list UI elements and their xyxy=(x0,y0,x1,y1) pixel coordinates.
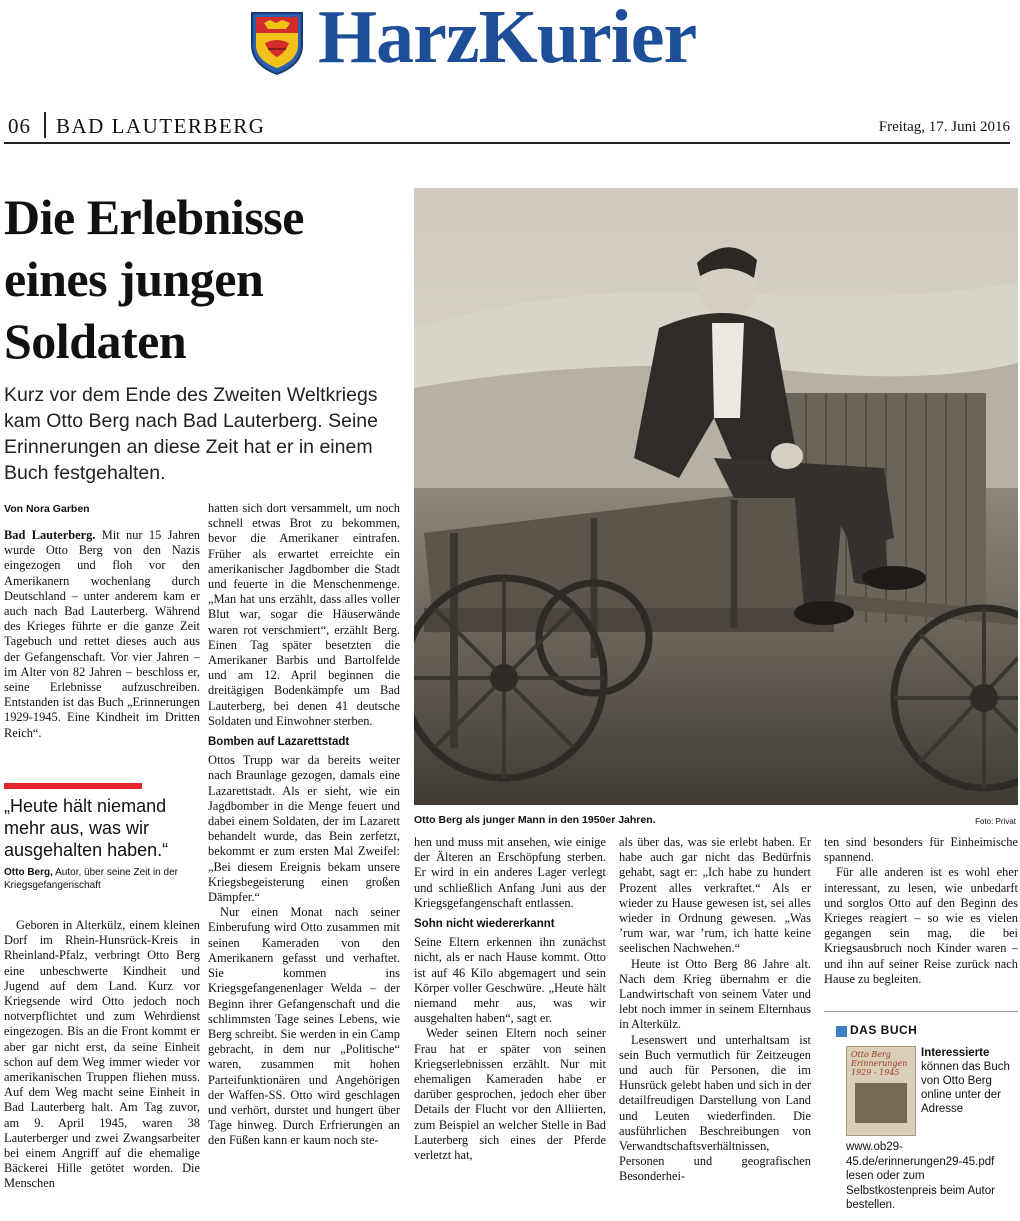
book-box-title: DAS BUCH xyxy=(850,1023,918,1037)
photo-caption: Otto Berg als junger Mann in den 1950er Jahren. xyxy=(414,814,656,826)
paragraph: Mit nur 15 Jahren wurde Otto Berg von den Nazis eingezogen und floh vor den Amerikanern wochenlang durch Deutschland – unter anderem kam er auch nach Bad Lauterberg. Während des Krieges führte er die ganze Zeit Tagebuch und rettet dieses auch aus der Gefangenschaft. Vor vier Jahren – im Alter von 82 Jahren – beschloss er, seine Erlebnisse aufzuschreiben. Entstanden ist das Buch „Erinnerungen 1929-1945. Eine Kindheit im Dritten Reich“. xyxy=(4,528,200,740)
headline-line: Die Erlebnisse xyxy=(4,189,304,245)
headline-line: Soldaten xyxy=(4,313,187,369)
paragraph: Lesenswert und unterhaltsam ist sein Buch vermutlich für Zeitzeugen und auch für Personen, die im Hunsrück gelebt haben und sich in der detailfreudigen Darstellung von Land und Leuten wiederfinden. Die ausführlichen Beschreibungen von Verwandtschaftsverhältnissen, Personen und geografischen Besonderhei- xyxy=(619,1032,811,1184)
issue-date: Freitag, 17. Juni 2016 xyxy=(878,119,1010,135)
coat-of-arms-icon xyxy=(250,9,304,75)
quote-author: Otto Berg, xyxy=(4,867,53,878)
book-cover-title: Otto Berg Erinnerungen 1929 - 1945 xyxy=(851,1050,908,1077)
section-name: BAD LAUTERBERG xyxy=(56,114,266,138)
paragraph: ten sind besonders für Einheimische spannend. xyxy=(824,835,1018,865)
section-bar xyxy=(4,110,1010,144)
masthead xyxy=(0,0,1020,96)
lede: Kurz vor dem Ende des Zweiten Weltkriegs kam Otto Berg nach Bad Lauterberg. Seine Erinnerungen an diese Zeit hat er in einem Buch festgehalten. xyxy=(4,384,378,484)
pull-quote: „Heute hält niemand mehr aus, was wir ausgehalten haben.“ xyxy=(4,796,169,860)
book-info-box xyxy=(824,1011,1018,1219)
paragraph: Heute ist Otto Berg 86 Jahre alt. Nach dem Krieg übernahm er die Landwirtschaft von seinem Vater und lebt noch immer in seinem Elternhaus in Alterkülz. xyxy=(619,956,811,1032)
quote-attribution xyxy=(4,866,200,892)
book-box-text xyxy=(921,1046,1013,1116)
subheading: Sohn nicht wiedererkannt xyxy=(414,918,555,931)
headline-line: eines jungen xyxy=(4,251,264,307)
paragraph: Weder seinen Eltern noch seiner Frau hat er später von seinen Kriegserlebnissen erzählt. Nur mit ehemaligen Kameraden habe er darüber gesprochen, jedoch eher über Details der Flucht vor den Alliierten, zum Beispiel an welcher Stelle in Bad Lauterberg sich eines der Pferde verletzt hat, xyxy=(414,1026,606,1163)
book-cover-photo xyxy=(855,1083,907,1123)
paragraph: hatten sich dort versammelt, um noch schnell etwas Brot zu bekommen, bevor die Amerikaner eintrafen. Früher als erwartet erreichte ein amerikanischer Jagdbomber die Stadt und feuerte in die Menschenmenge. „Man hat uns erzählt, dass alles voller Blut war, sogar die Häuserwände waren rot verschmiert“, erzählt Berg. Einen Tag später besetzten die Amerikaner Barbis und Bartolfelde und am 12. April beginnen die dreitägigen Bodenkämpfe um Bad Lauterberg, bei denen 41 deutsche Soldaten und Einwohner sterben. xyxy=(208,501,400,728)
byline: Von Nora Garben xyxy=(4,503,90,515)
paragraph: Für alle anderen ist es wohl eher interessant, zu lesen, wie unbedarft und sorglos Otto auf den Beginn des Krieges reagiert – so wie es vielen gegangen sein mag, die bei Kriegsausbruch noch Kinder waren – und ihn auf seiner Reise zurück nach Hause zu begleiten. xyxy=(824,865,1018,986)
page-number: 06 xyxy=(8,114,31,138)
subheading: Bomben auf Lazarettstadt xyxy=(208,736,350,749)
quote-role: Autor, über seine Zeit in der Kriegsgefangenschaft xyxy=(4,867,178,891)
headline xyxy=(4,186,404,372)
dateline: Bad Lauterberg. xyxy=(4,528,102,542)
section-divider xyxy=(44,112,46,138)
paragraph: Nur einen Monat nach seiner Einberufung wird Otto zusammen mit seinen Kameraden von den Amerikanern gefasst und verhaftet. Sie kommen ins Kriegsgefangenenlager Welda – der Beginn ihrer Gefangenschaft und die schlimmsten Tage seines Lebens, wie Berg schreibt. Sie werden in ein Camp gebracht, in dem nur „Politische“ waren, zusammen mit hohen Parteifunktionären und Angehörigen der Waffen-SS. Otto wird geschlagen und verhört, durstet und hungert über Tage hinweg. Durch Erfrierungen an den Füßen kann er kaum noch ste- xyxy=(208,905,400,1148)
article-column-3 xyxy=(414,835,606,1163)
photo-image xyxy=(414,188,1018,805)
article-column-5 xyxy=(824,835,1018,987)
book-box-lead-text: können das Buch von Otto Berg online unter der Adresse xyxy=(921,1061,1010,1115)
article-column-1-continued xyxy=(4,918,200,1192)
book-box-lead: Interessierte xyxy=(921,1047,990,1059)
article-column-1 xyxy=(4,528,200,741)
article-column-4 xyxy=(619,835,811,1185)
paragraph: Ottos Trupp war da bereits weiter nach Braunlage gezogen, damals eine Lazarettstadt. Als er sieht, wie ein Jagdbomber in die Menge feuert und dabei einem Soldaten, der im Lazarett behandelt wurde, das Bein zerfetzt, bekommt er zum ersten Mal Zweifel: „Bei diesem Ereignis bekam unsere Kriegsbegeisterung einen großen Dämpfer.“ xyxy=(208,753,400,905)
paragraph: Geboren in Alterkülz, einem kleinen Dorf im Rhein-Hunsrück-Kreis in Rheinland-Pfalz, verbringt Otto Berg eine unbeschwerte Kindheit und Jugend auf dem Land. Kurz vor Kriegsende wird Otto jedoch noch notverpflichtet und zum Wehrdienst eingezogen. Bis an die Front kommt er aber gar nicht erst, da seine Einheit schon auf dem Weg immer wieder vor amerikanischen Truppen fliehen muss. Auf dem Weg macht seine Einheit in Bad Lauterberg halt. Am Tag zuvor, am 9. April 1945, waren 38 Lauterberger und zwei Zwangsarbeiter bei einem Angriff auf die ehemalige Bäckerei Hille getötet worden. Die Menschen xyxy=(4,918,200,1191)
paragraph: Seine Eltern erkennen ihn zunächst nicht, als er nach Hause kommt. Otto ist auf 46 Kilo abgemagert und sein Körper voller Geschwüre. „Heute hält niemand mehr aus, was wir ausgehalten haben“, sagt er. xyxy=(414,935,606,1026)
photo-credit: Foto: Privat xyxy=(975,817,1016,826)
article-column-2 xyxy=(208,501,400,1149)
book-cover-image xyxy=(846,1046,916,1136)
quote-rule xyxy=(4,783,142,789)
book-box-url-text: www.ob29-45.de/erinnerungen29-45.pdf lesen oder zum Selbstkostenpreis beim Autor bestellen. xyxy=(846,1141,995,1211)
paragraph: als über das, was sie erlebt haben. Er habe auch gar nicht das Bedürfnis gehabt, sagt er: „Ich habe zu hundert Prozent alles verkraftet.“ Als er wieder zu Hause gewesen ist, sei alles wieder in Ordnung gewesen. „Was ’rum war, war ’rum, ich hatte keine seelischen Nachwehen.“ xyxy=(619,835,811,956)
paragraph: hen und muss mit ansehen, wie einige der Älteren an Erschöpfung sterben. Er wird in ein anderes Lager verlegt und schließlich Anfang Juni aus der Kriegsgefangenschaft entlassen. xyxy=(414,835,606,910)
newspaper-title: HarzKurier xyxy=(318,0,697,79)
box-marker-icon xyxy=(836,1026,847,1037)
article-photo xyxy=(414,188,1018,805)
